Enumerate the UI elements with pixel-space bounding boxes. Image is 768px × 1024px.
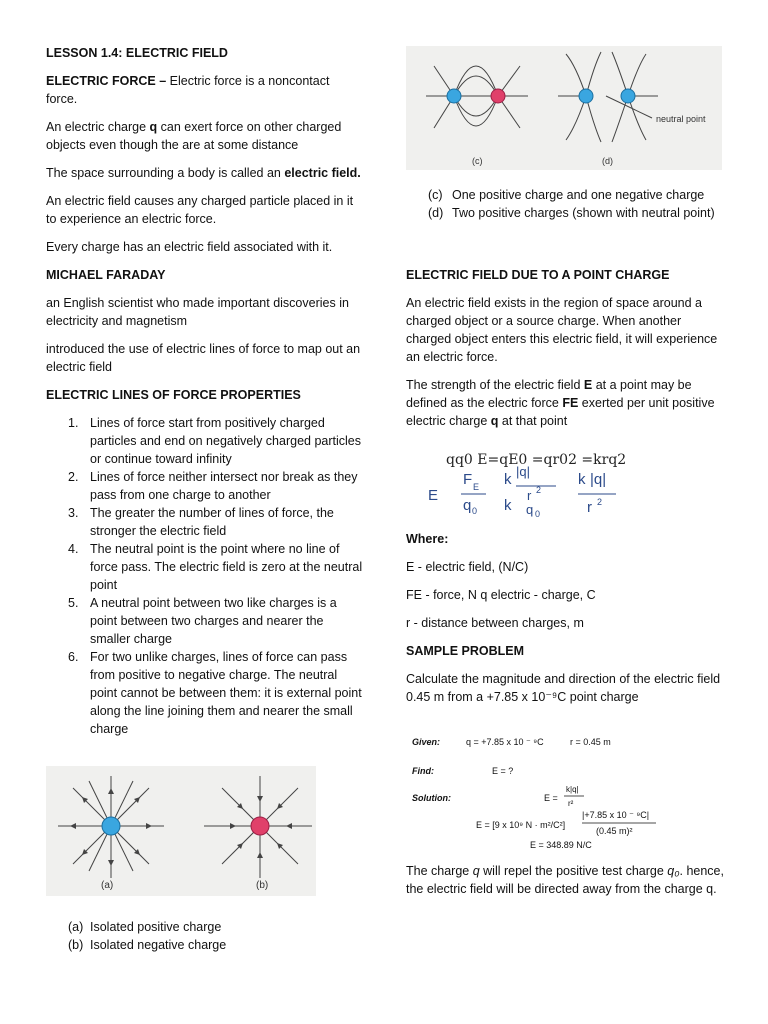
sample-heading: SAMPLE PROBLEM bbox=[406, 644, 525, 658]
figure-label-a: (a) bbox=[101, 880, 114, 891]
where-label: Where: bbox=[406, 532, 449, 546]
faraday-paragraph-1: an English scientist who made important discoveries in electricity and magnetism bbox=[46, 296, 349, 328]
caption-item: (a) Isolated positive charge bbox=[68, 920, 222, 934]
properties-list bbox=[46, 414, 364, 738]
point-charge-heading: ELECTRIC FIELD DUE TO A POINT CHARGE bbox=[406, 268, 670, 282]
svg-text:|q|: |q| bbox=[516, 464, 530, 479]
figure-label-c: (c) bbox=[472, 156, 483, 166]
solution-svg bbox=[406, 730, 726, 852]
solution-label: Solution: bbox=[412, 793, 451, 803]
figure-captions-cd bbox=[406, 186, 726, 222]
find-value: E = ? bbox=[492, 766, 514, 776]
positive-charge-1 bbox=[579, 89, 593, 103]
formula-svg bbox=[406, 444, 726, 520]
where-section bbox=[406, 530, 726, 706]
svg-text:2: 2 bbox=[536, 485, 542, 495]
caption-item: (b) Isolated negative charge bbox=[68, 938, 227, 952]
svg-text:|q|: |q| bbox=[590, 471, 607, 488]
find-label: Find: bbox=[412, 766, 434, 776]
svg-text:E: E bbox=[473, 482, 480, 492]
where-item: FE - force, N q electric - charge, C bbox=[406, 588, 596, 602]
electric-field-formula bbox=[406, 444, 726, 520]
given-label: Given: bbox=[412, 737, 441, 747]
faraday-heading: MICHAEL FARADAY bbox=[46, 268, 166, 282]
every-charge-paragraph: Every charge has an electric field associated with it. bbox=[46, 240, 333, 254]
svg-text:0: 0 bbox=[472, 506, 478, 516]
figure-captions-ab bbox=[46, 918, 364, 954]
dipole-field-lines bbox=[426, 66, 528, 128]
list-item: 1. Lines of force start from positively charged particles and end on negatively charged particles or continue toward infinity bbox=[68, 416, 362, 466]
eq2-num: |+7.85 x 10 ⁻ ⁹C| bbox=[582, 810, 650, 820]
electric-force-label: ELECTRIC FORCE – bbox=[46, 74, 167, 88]
point-charge-paragraph-1: An electric field exists in the region of space around a charged object or a source charge. When another charged object enters this electric field, it will experience an electric force. bbox=[406, 296, 718, 364]
figure-label-b: (b) bbox=[256, 880, 269, 891]
properties-heading: ELECTRIC LINES OF FORCE PROPERTIES bbox=[46, 388, 301, 402]
field-cause-paragraph: An electric field causes any charged particle placed in it to experience an electric force. bbox=[46, 194, 354, 226]
neutral-point-label: neutral point bbox=[656, 114, 706, 124]
field-lines-diagram-cd bbox=[406, 46, 722, 170]
svg-text:r: r bbox=[527, 488, 532, 503]
eq2-den: (0.45 m)² bbox=[596, 826, 633, 836]
charge-paragraph: An electric charge q can exert force on other charged objects even though the are at some distance bbox=[46, 120, 342, 152]
eq1-lhs: E = bbox=[544, 793, 558, 803]
list-item: 5. A neutral point between two like charges is a point between two charges and nearer the smaller charge bbox=[68, 596, 337, 646]
positive-charge-2 bbox=[621, 89, 635, 103]
conclusion-paragraph: The charge q will repel the positive test charge q₀. hence, the electric field will be directed away from the charge q. bbox=[406, 864, 724, 896]
figure-isolated-charges bbox=[46, 766, 316, 896]
list-item: 3. The greater the number of lines of force, the stronger the electric field bbox=[68, 506, 334, 538]
eq1-den: r² bbox=[568, 799, 574, 808]
caption-item: (d) Two positive charges (shown with neutral point) bbox=[428, 206, 715, 220]
faraday-paragraph-2: introduced the use of electric lines of force to map out an electric field bbox=[46, 342, 361, 374]
lesson-title: LESSON 1.4: ELECTRIC FIELD bbox=[46, 46, 228, 60]
given-r: r = 0.45 m bbox=[570, 737, 611, 747]
eq3: E = 348.89 N/C bbox=[530, 840, 592, 850]
solution-block bbox=[406, 730, 726, 852]
eq2-lhs: E = [9 x 10⁹ N · m²/C²] bbox=[476, 820, 566, 830]
given-q: q = +7.85 x 10 ⁻ ⁹C bbox=[466, 737, 544, 747]
formula-text-line: qq0 E=qE0 =qr02 =krq2 bbox=[446, 452, 627, 468]
electric-force-paragraph: ELECTRIC FORCE – Electric force is a noncontact force. bbox=[46, 74, 330, 106]
point-charge-paragraph-2: The strength of the electric field E at a point may be defined as the electric force FE exerted per unit positive electric charge q at that point bbox=[406, 378, 715, 428]
figure-label-d: (d) bbox=[602, 156, 613, 166]
list-item: 6. For two unlike charges, lines of force can pass from positive to negative charge. The neutral point cannot be between them: it is external point along the line joining them and nearer the small charge bbox=[68, 650, 362, 736]
positive-charge bbox=[102, 817, 120, 835]
figure-two-charges bbox=[406, 46, 722, 170]
svg-text:q: q bbox=[463, 497, 472, 514]
list-item: 2. Lines of force neither intersect nor break as they pass from one charge to another bbox=[68, 470, 358, 502]
left-column bbox=[46, 44, 364, 738]
list-item: 4. The neutral point is the point where no line of force pass. The electric field is zero at the neutral point bbox=[68, 542, 363, 592]
eq1-num: k|q| bbox=[566, 785, 579, 794]
svg-text:q: q bbox=[526, 502, 534, 517]
where-item: E - electric field, (N/C) bbox=[406, 560, 529, 574]
conclusion-section bbox=[406, 862, 726, 898]
svg-text:k: k bbox=[578, 471, 586, 488]
positive-charge bbox=[447, 89, 461, 103]
field-lines-diagram-ab bbox=[46, 766, 316, 896]
svg-text:E: E bbox=[428, 487, 439, 504]
like-charges-field-lines bbox=[558, 52, 658, 142]
where-item: r - distance between charges, m bbox=[406, 616, 584, 630]
svg-text:0: 0 bbox=[535, 509, 541, 519]
svg-text:2: 2 bbox=[597, 497, 603, 507]
space-paragraph: The space surrounding a body is called an electric field. bbox=[46, 166, 361, 180]
formula-rendered bbox=[428, 464, 616, 519]
svg-text:k: k bbox=[504, 471, 512, 488]
svg-text:k: k bbox=[504, 497, 512, 514]
negative-charge bbox=[491, 89, 505, 103]
negative-charge bbox=[251, 817, 269, 835]
svg-text:r: r bbox=[587, 499, 592, 516]
svg-text:F: F bbox=[463, 471, 473, 488]
sample-text: Calculate the magnitude and direction of the electric field 0.45 m from a +7.85 x 10⁻⁹C point charge bbox=[406, 672, 721, 704]
caption-item: (c) One positive charge and one negative charge bbox=[428, 188, 705, 202]
right-column bbox=[406, 266, 726, 430]
